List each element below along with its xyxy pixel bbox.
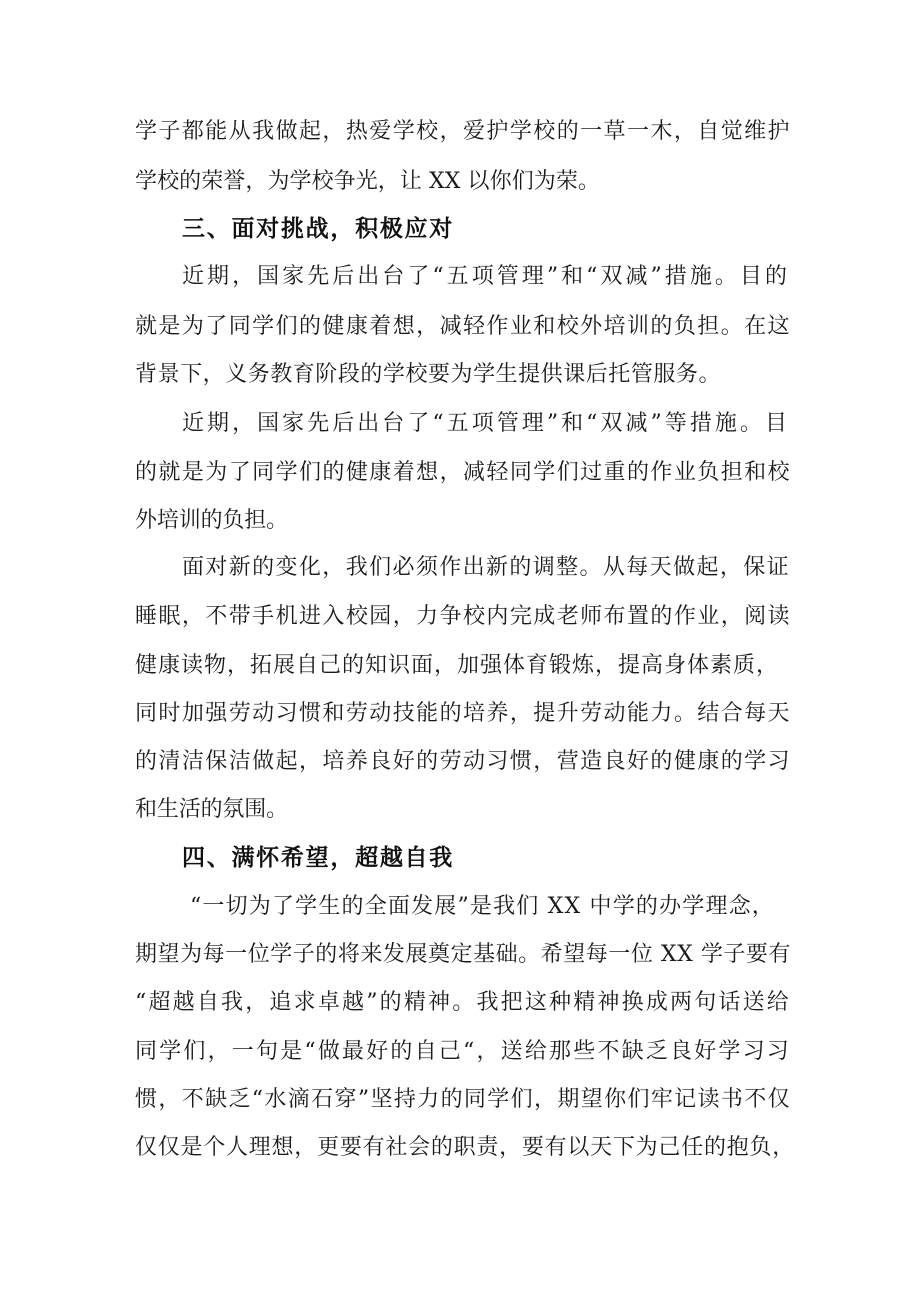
paragraph-line: 就是为了同学们的健康着想，减轻作业和校外培训的负担。在这 (135, 314, 791, 339)
paragraph-line: 的就是为了同学们的健康着想，减轻同学们过重的作业负担和校 (135, 460, 791, 485)
paragraph-line: 近期，国家先后出台了“五项管理”和“双减”措施。目的 (182, 264, 790, 289)
paragraph-line: 的清洁保洁做起，培养良好的劳动习惯，营造良好的健康的学习 (135, 749, 791, 774)
paragraph-line: 同时加强劳动习惯和劳动技能的培养，提升劳动能力。结合每天 (135, 701, 791, 726)
paragraph-line: 近期，国家先后出台了“五项管理”和“双减”等措施。目 (182, 411, 790, 436)
paragraph-line: 期望为每一位学子的将来发展奠定基础。希望每一位 XX 学子要有 (135, 942, 791, 967)
section-heading: 四、满怀希望，超越自我 (182, 845, 454, 871)
paragraph-line: 学校的荣誉，为学校争光，让 XX 以你们为荣。 (135, 169, 600, 194)
paragraph-line: 学子都能从我做起，热爱学校，爱护学校的一草一木，自觉维护 (135, 119, 791, 144)
paragraph-line: 面对新的变化，我们必须作出新的调整。从每天做起，保证 (182, 555, 790, 580)
paragraph-line: “一切为了学生的全面发展”是我们 XX 中学的办学理念， (190, 894, 775, 919)
section-heading: 三、面对挑战，积极应对 (182, 216, 454, 242)
paragraph-line: 仅仅是个人理想，更要有社会的职责，要有以天下为己任的抱负， (135, 1135, 795, 1160)
paragraph-line: 背景下，义务教育阶段的学校要为学生提供课后托管服务。 (135, 362, 721, 387)
paragraph-line: 惯，不缺乏“水滴石穿”坚持力的同学们，期望你们牢记读书不仅 (135, 1087, 791, 1112)
paragraph-line: 外培训的负担。 (135, 508, 288, 533)
paragraph-line: 同学们，一句是“做最好的自己“，送给那些不缺乏良好学习习 (135, 1039, 791, 1064)
paragraph-line: “超越自我，追求卓越”的精神。我把这种精神换成两句话送给 (135, 990, 791, 1015)
paragraph-line: 睡眠，不带手机进入校园，力争校内完成老师布置的作业，阅读 (135, 604, 791, 629)
paragraph-line: 和生活的氛围。 (135, 797, 288, 822)
paragraph-line: 健康读物，拓展自己的知识面，加强体育锻炼，提高身体素质， (135, 653, 779, 678)
